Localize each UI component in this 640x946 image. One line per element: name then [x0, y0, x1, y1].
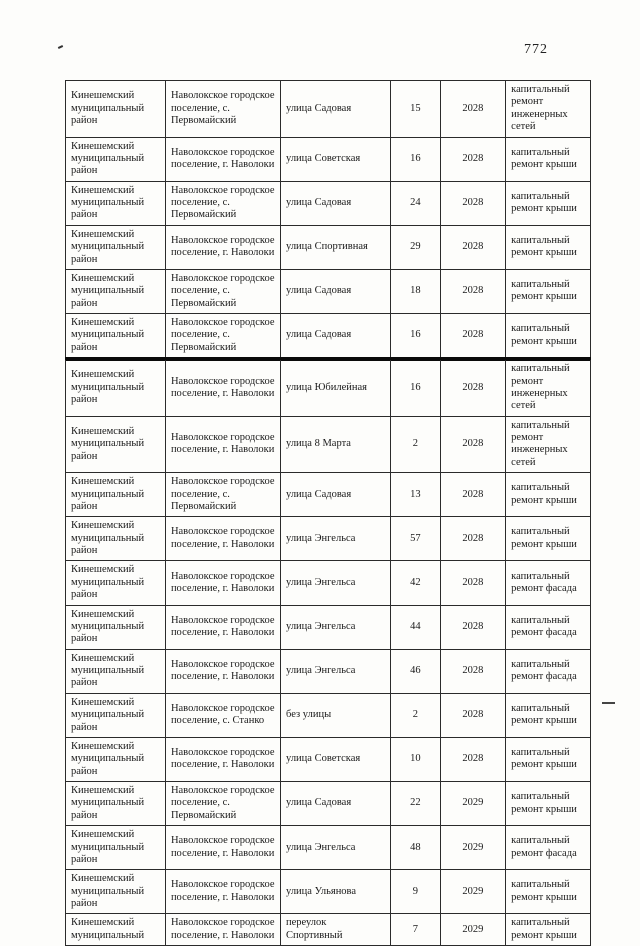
cell-street: улица Спортивная: [281, 225, 391, 269]
cell-year: 2028: [440, 225, 506, 269]
cell-house-number: 13: [391, 473, 440, 517]
cell-work-type: капитальный ремонт крыши: [506, 737, 591, 781]
table-row: [66, 693, 591, 737]
cell-settlement: Наволокское городское поселение, с. Первомайский: [165, 473, 280, 517]
table-row: [66, 914, 591, 946]
table-row: [66, 517, 591, 561]
cell-house-number: 22: [391, 782, 440, 826]
scan-artifact-mark: [58, 45, 63, 49]
cell-district: Кинешемский муниципальный район: [66, 870, 166, 914]
cell-street: улица Садовая: [281, 81, 391, 138]
cell-settlement: Наволокское городское поселение, г. Наволоки: [165, 914, 280, 946]
cell-street: улица Садовая: [281, 181, 391, 225]
cell-street: улица Садовая: [281, 269, 391, 313]
cell-district: Кинешемский муниципальный: [66, 914, 166, 946]
table-row: [66, 225, 591, 269]
cell-settlement: Наволокское городское поселение, г. Наволоки: [165, 870, 280, 914]
cell-settlement: Наволокское городское поселение, с. Станко: [165, 693, 280, 737]
cell-year: 2028: [440, 561, 506, 605]
table-row: [66, 314, 591, 359]
cell-house-number: 16: [391, 137, 440, 181]
cell-settlement: Наволокское городское поселение, с. Первомайский: [165, 314, 280, 359]
cell-district: Кинешемский муниципальный район: [66, 181, 166, 225]
cell-year: 2028: [440, 693, 506, 737]
cell-settlement: Наволокское городское поселение, г. Наволоки: [165, 225, 280, 269]
cell-work-type: капитальный ремонт фасада: [506, 561, 591, 605]
cell-year: 2028: [440, 737, 506, 781]
table-row: [66, 649, 591, 693]
table-row: [66, 826, 591, 870]
table-row: [66, 181, 591, 225]
cell-street: улица Энгельса: [281, 561, 391, 605]
cell-house-number: 24: [391, 181, 440, 225]
cell-work-type: капитальный ремонт инженерных сетей: [506, 416, 591, 473]
cell-district: Кинешемский муниципальный район: [66, 826, 166, 870]
cell-settlement: Наволокское городское поселение, с. Первомайский: [165, 782, 280, 826]
cell-work-type: капитальный ремонт инженерных сетей: [506, 81, 591, 138]
cell-district: Кинешемский муниципальный район: [66, 269, 166, 313]
cell-house-number: 57: [391, 517, 440, 561]
cell-street: улица Садовая: [281, 314, 391, 359]
table-row: [66, 81, 591, 138]
cell-settlement: Наволокское городское поселение, г. Наволоки: [165, 359, 280, 417]
cell-work-type: капитальный ремонт крыши: [506, 314, 591, 359]
cell-district: Кинешемский муниципальный район: [66, 416, 166, 473]
cell-district: Кинешемский муниципальный район: [66, 782, 166, 826]
cell-street: улица 8 Марта: [281, 416, 391, 473]
cell-settlement: Наволокское городское поселение, г. Наволоки: [165, 605, 280, 649]
cell-year: 2028: [440, 314, 506, 359]
cell-street: улица Советская: [281, 137, 391, 181]
cell-house-number: 2: [391, 416, 440, 473]
cell-district: Кинешемский муниципальный район: [66, 137, 166, 181]
cell-work-type: капитальный ремонт фасада: [506, 826, 591, 870]
cell-settlement: Наволокское городское поселение, г. Наволоки: [165, 517, 280, 561]
cell-year: 2028: [440, 81, 506, 138]
table-row: [66, 605, 591, 649]
table-row: [66, 737, 591, 781]
cell-settlement: Наволокское городское поселение, г. Наволоки: [165, 137, 280, 181]
cell-settlement: Наволокское городское поселение, г. Наволоки: [165, 737, 280, 781]
table-row: [66, 269, 591, 313]
cell-street: улица Юбилейная: [281, 359, 391, 417]
cell-house-number: 29: [391, 225, 440, 269]
cell-work-type: капитальный ремонт фасада: [506, 605, 591, 649]
cell-house-number: 18: [391, 269, 440, 313]
cell-year: 2028: [440, 137, 506, 181]
cell-year: 2029: [440, 870, 506, 914]
cell-settlement: Наволокское городское поселение, с. Первомайский: [165, 269, 280, 313]
cell-street: улица Садовая: [281, 782, 391, 826]
cell-year: 2028: [440, 359, 506, 417]
cell-year: 2029: [440, 914, 506, 946]
cell-street: улица Садовая: [281, 473, 391, 517]
table-row: [66, 473, 591, 517]
cell-year: 2028: [440, 416, 506, 473]
cell-work-type: капитальный ремонт крыши: [506, 782, 591, 826]
cell-house-number: 42: [391, 561, 440, 605]
repair-program-table: [65, 80, 591, 946]
table-row: [66, 359, 591, 417]
cell-work-type: капитальный ремонт фасада: [506, 649, 591, 693]
cell-street: переулок Спортивный: [281, 914, 391, 946]
cell-settlement: Наволокское городское поселение, г. Наволоки: [165, 416, 280, 473]
cell-work-type: капитальный ремонт крыши: [506, 693, 591, 737]
table-row: [66, 870, 591, 914]
cell-district: Кинешемский муниципальный район: [66, 225, 166, 269]
cell-district: Кинешемский муниципальный район: [66, 359, 166, 417]
cell-street: улица Энгельса: [281, 517, 391, 561]
cell-district: Кинешемский муниципальный район: [66, 649, 166, 693]
cell-year: 2029: [440, 782, 506, 826]
cell-year: 2029: [440, 826, 506, 870]
cell-house-number: 2: [391, 693, 440, 737]
scan-artifact-dash: [602, 702, 615, 704]
cell-house-number: 9: [391, 870, 440, 914]
cell-year: 2028: [440, 605, 506, 649]
cell-district: Кинешемский муниципальный район: [66, 517, 166, 561]
cell-work-type: капитальный ремонт крыши: [506, 473, 591, 517]
cell-street: улица Советская: [281, 737, 391, 781]
cell-settlement: Наволокское городское поселение, г. Наволоки: [165, 561, 280, 605]
cell-work-type: капитальный ремонт крыши: [506, 914, 591, 946]
table-row: [66, 561, 591, 605]
cell-house-number: 44: [391, 605, 440, 649]
cell-street: улица Энгельса: [281, 605, 391, 649]
cell-district: Кинешемский муниципальный район: [66, 737, 166, 781]
cell-year: 2028: [440, 269, 506, 313]
cell-district: Кинешемский муниципальный район: [66, 693, 166, 737]
cell-street: улица Энгельса: [281, 649, 391, 693]
cell-house-number: 10: [391, 737, 440, 781]
cell-district: Кинешемский муниципальный район: [66, 605, 166, 649]
cell-year: 2028: [440, 517, 506, 561]
cell-work-type: капитальный ремонт крыши: [506, 517, 591, 561]
table-body: [66, 81, 591, 946]
cell-work-type: капитальный ремонт крыши: [506, 181, 591, 225]
cell-year: 2028: [440, 649, 506, 693]
cell-house-number: 7: [391, 914, 440, 946]
cell-house-number: 15: [391, 81, 440, 138]
cell-street: улица Ульянова: [281, 870, 391, 914]
cell-work-type: капитальный ремонт крыши: [506, 137, 591, 181]
cell-district: Кинешемский муниципальный район: [66, 314, 166, 359]
table-row: [66, 137, 591, 181]
cell-year: 2028: [440, 181, 506, 225]
cell-work-type: капитальный ремонт инженерных сетей: [506, 359, 591, 417]
cell-district: Кинешемский муниципальный район: [66, 81, 166, 138]
cell-settlement: Наволокское городское поселение, с. Первомайский: [165, 81, 280, 138]
table-row: [66, 416, 591, 473]
cell-settlement: Наволокское городское поселение, г. Наволоки: [165, 649, 280, 693]
cell-settlement: Наволокское городское поселение, с. Первомайский: [165, 181, 280, 225]
cell-house-number: 16: [391, 314, 440, 359]
cell-house-number: 48: [391, 826, 440, 870]
page-number: 772: [524, 42, 548, 57]
cell-district: Кинешемский муниципальный район: [66, 561, 166, 605]
cell-work-type: капитальный ремонт крыши: [506, 870, 591, 914]
cell-house-number: 16: [391, 359, 440, 417]
table-row: [66, 782, 591, 826]
cell-settlement: Наволокское городское поселение, г. Наволоки: [165, 826, 280, 870]
cell-street: без улицы: [281, 693, 391, 737]
cell-street: улица Энгельса: [281, 826, 391, 870]
cell-work-type: капитальный ремонт крыши: [506, 225, 591, 269]
cell-work-type: капитальный ремонт крыши: [506, 269, 591, 313]
cell-year: 2028: [440, 473, 506, 517]
cell-house-number: 46: [391, 649, 440, 693]
cell-district: Кинешемский муниципальный район: [66, 473, 166, 517]
